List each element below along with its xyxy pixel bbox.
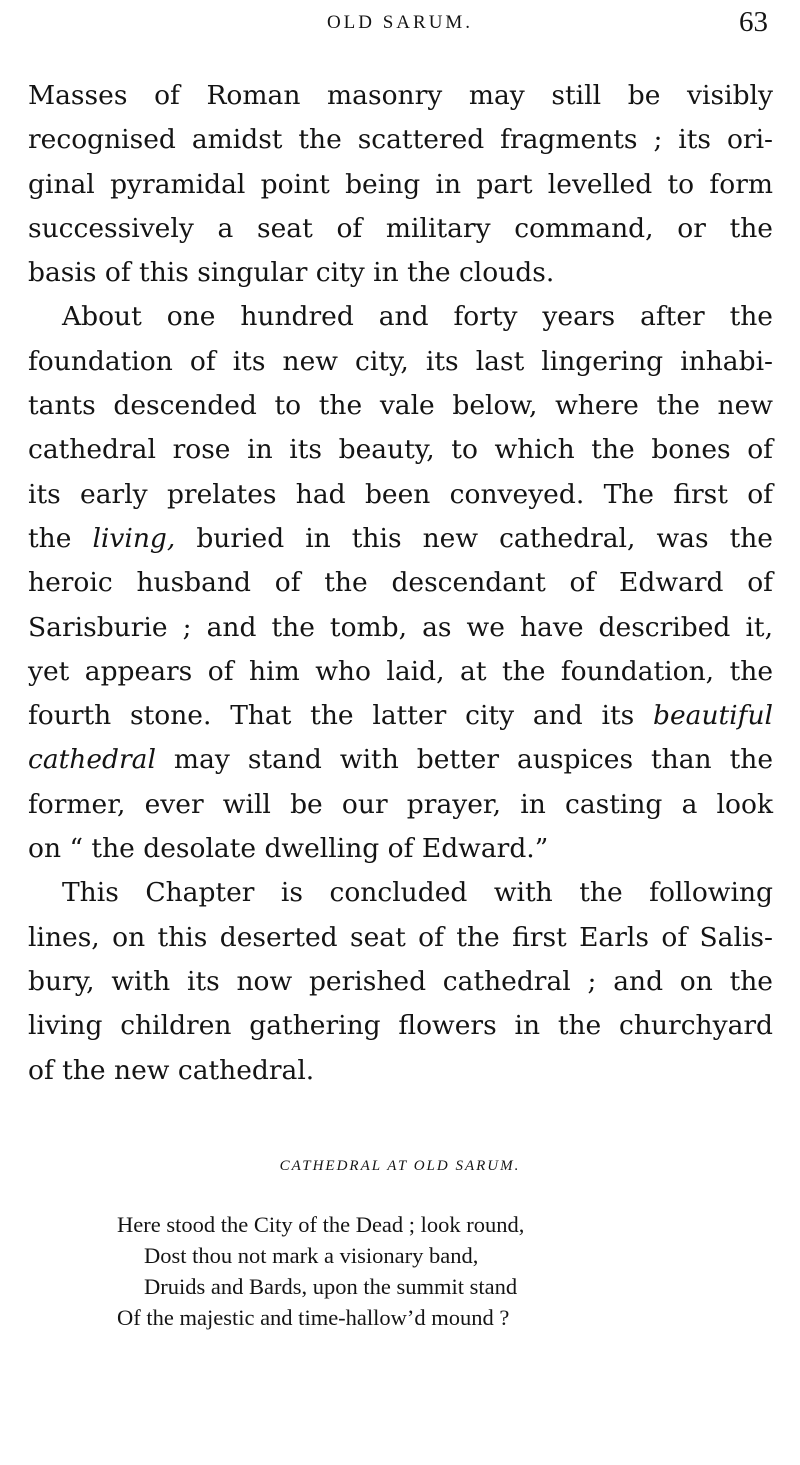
text-run: buried in this new cathedral, was the xyxy=(175,522,773,554)
text-line: cathedral rose in its beauty, to which the bones of xyxy=(28,434,773,466)
text-line: This Chapter is concluded with the following xyxy=(62,877,773,909)
text-line: former, ever will be our prayer, in casting a look xyxy=(28,788,773,820)
text-line: living children gathering flowers in the churchyard xyxy=(28,1010,773,1042)
poem-line: Here stood the City of the Dead ; look round, xyxy=(117,1212,525,1237)
text-line: About one hundred and forty years after the xyxy=(62,301,773,333)
text-run: fourth stone. That the latter city and its xyxy=(28,700,653,732)
poem xyxy=(117,1209,524,1333)
page-number: 63 xyxy=(739,6,768,38)
italic-word: cathedral xyxy=(28,744,156,776)
running-title: OLD SARUM. xyxy=(326,12,474,33)
text-line: lines, on this deserted seat of the first Earls of Salis- xyxy=(28,921,773,953)
poem-line: Dost thou not mark a visionary band, xyxy=(144,1243,479,1268)
poem-line: Druids and Bards, upon the summit stand xyxy=(144,1274,518,1299)
text-line: of the new cathedral. xyxy=(28,1054,315,1086)
text-line: foundation of its new city, its last lingering inhabi- xyxy=(28,345,773,377)
text-line: Masses of Roman masonry may still be visibly xyxy=(28,80,773,111)
text-line: basis of this singular city in the clouds. xyxy=(28,257,555,289)
text-line: tants descended to the vale below, where the new xyxy=(28,390,773,422)
text-line xyxy=(28,738,773,782)
text-line: ginal pyramidal point being in part levelled to form xyxy=(28,168,773,200)
text-line: heroic husband of the descendant of Edward of xyxy=(28,567,773,599)
text-line: bury, with its now perished cathedral ; and on the xyxy=(28,965,773,997)
text-line: Sarisburie ; and the tomb, as we have described it, xyxy=(28,611,773,643)
text-line xyxy=(28,517,773,561)
text-line xyxy=(28,694,773,738)
text-run: may stand with better auspices than the xyxy=(155,744,773,776)
text-line: successively a seat of military command, or the xyxy=(28,212,773,244)
running-head xyxy=(0,6,800,40)
text-line: its early prelates had been conveyed. The first of xyxy=(28,478,773,510)
italic-word: beautiful xyxy=(653,700,773,732)
poem-title: CATHEDRAL AT OLD SARUM. xyxy=(279,1158,521,1174)
text-line: on “ the desolate dwelling of Edward.” xyxy=(28,833,549,865)
text-run: the xyxy=(28,522,93,554)
poem-line: Of the majestic and time-hallow’d mound ? xyxy=(117,1305,510,1330)
text-line: yet appears of him who laid, at the foundation, the xyxy=(28,655,773,687)
italic-word: living, xyxy=(92,522,176,554)
text-line: recognised amidst the scattered fragments ; its ori- xyxy=(28,124,773,156)
body-text xyxy=(28,74,773,1093)
